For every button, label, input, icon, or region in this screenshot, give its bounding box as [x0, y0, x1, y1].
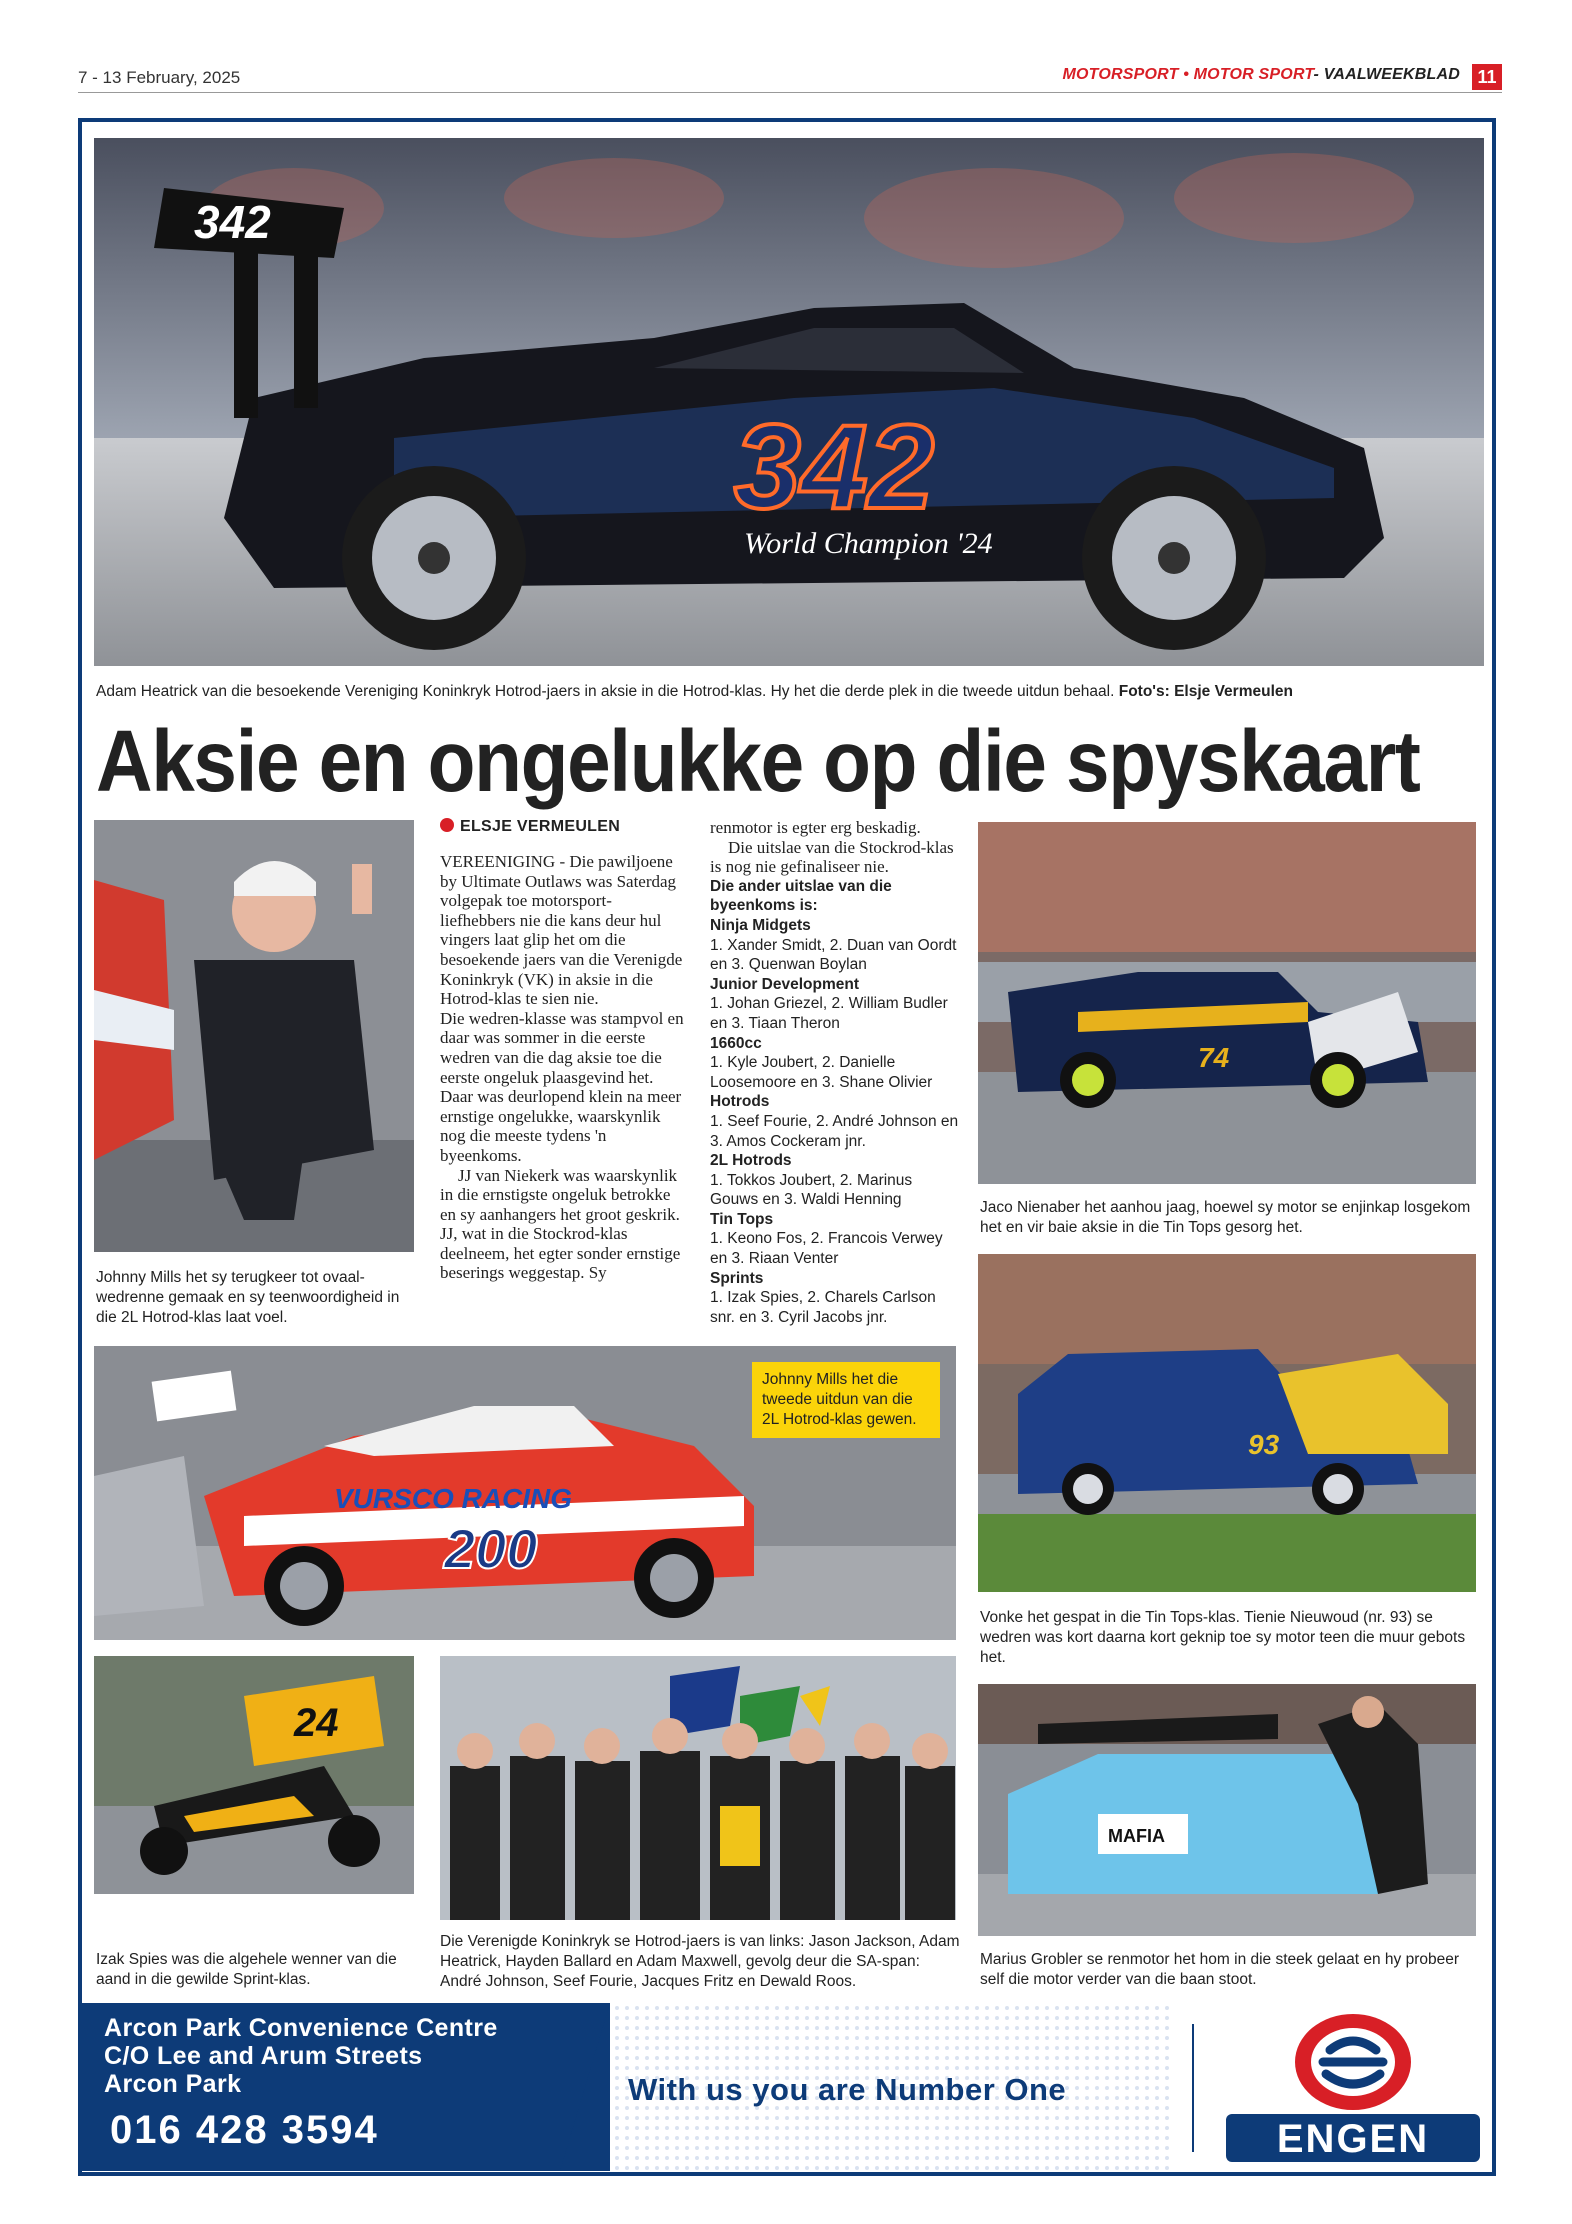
header-rule	[78, 92, 1502, 93]
mills-illustration	[94, 820, 414, 1252]
champion-script: World Champion '24	[744, 527, 993, 560]
car-number-93: 93	[1248, 1429, 1280, 1460]
publication-name: - VAALWEEKBLAD	[1313, 66, 1460, 83]
byline-dot	[440, 818, 454, 832]
page-number: 11	[1472, 64, 1502, 90]
article-paragraph: Die uitslae van die Stockrod-klas is nog nie gefinaliseer nie.	[710, 837, 954, 877]
article-paragraph: JJ van Niekerk was waarskynlik in die ernstigste ongeluk betrokke en sy aanhangers het groot geskrik. JJ, wat in die Stockrod-klas deelneem, het egter sonder ernstige beserings weggestap. Sy	[440, 1165, 681, 1283]
ad-address-line: Arcon Park	[104, 2070, 242, 2098]
result-class: 2L Hotrods	[710, 1152, 792, 1170]
ad-divider	[1192, 2024, 1194, 2152]
team-photo	[440, 1656, 956, 1920]
result-text: 1. Xander Smidt, 2. Duan van Oordt en 3. Quenwan Boylan	[710, 936, 957, 974]
article-paragraph: Die wedren-klasse was stampvol en daar was sommer in die eerste wedren van die dag aksie toe die eerste ongeluk plaasgevind het. Daar was deurlopend klein na meer ernstige ongelukke, waarskynlik nog die meeste tydens 'n byeenkoms.	[440, 1008, 684, 1165]
hero-caption	[96, 682, 1486, 702]
result-text: 1. Johan Griezel, 2. William Budler en 3. Tiaan Theron	[710, 995, 948, 1032]
sprint-photo	[94, 1656, 414, 1894]
ad-address-line: Arcon Park Convenience Centre	[104, 2014, 498, 2042]
byline	[440, 818, 620, 836]
result-class: Junior Development	[710, 975, 859, 993]
section-title	[1062, 66, 1460, 84]
ad-slogan: With us you are Number One	[628, 2072, 1067, 2107]
car-number-24: 24	[294, 1701, 339, 1745]
mills-photo	[94, 820, 414, 1252]
nienaber-caption: Jaco Nienaber het aanhou jaag, hoewel sy motor se enjinkap losgekom het en vir baie aksie in die Tin Tops gesorg het.	[980, 1199, 1471, 1236]
result-class: Hotrods	[710, 1093, 770, 1111]
mills-caption: Johnny Mills het sy terugkeer tot ovaal-wedrenne gemaak en sy teenwoordigheid in die 2L Hotrod-klas laat voel.	[96, 1269, 400, 1326]
car-number-74: 74	[1198, 1042, 1230, 1073]
result-text: 1. Kyle Joubert, 2. Danielle Loosemoore en 3. Shane Olivier	[710, 1054, 933, 1091]
grobler-photo	[978, 1684, 1476, 1936]
team-illustration	[440, 1656, 956, 1920]
vonke-illustration	[978, 1254, 1476, 1592]
article-column-1	[440, 852, 686, 1283]
car-number-200: 200	[444, 1517, 538, 1580]
mafia-sticker: MAFIA	[1108, 1826, 1165, 1846]
sprint-caption: Izak Spies was die algehele wenner van die aand in die gewilde Sprint-klas.	[96, 1951, 397, 1988]
article-paragraph: VEREENIGING - Die pawiljoene by Ultimate Outlaws was Saterdag volgepak toe motorsport-liefhebbers nie die kans deur hul vingers laat glip het om die besoekende jaers van die Verenigde Koninkryk (VK) in aksie in die Hotrod-klas te sien nie.	[440, 852, 683, 1009]
grobler-caption: Marius Grobler se renmotor het hom in die steek gelaat en hy probeer self die motor verder van die baan stoot.	[980, 1951, 1460, 1988]
vonke-photo	[978, 1254, 1476, 1592]
issue-date: 7 - 13 February, 2025	[78, 68, 241, 87]
nienaber-illustration	[978, 822, 1476, 1184]
engen-logo	[1218, 2010, 1488, 2165]
engen-wordmark: ENGEN	[1276, 2117, 1430, 2161]
hero-caption-text: Adam Heatrick van die besoekende Vereniging Koninkryk Hotrod-jaers in aksie in die Hotrod-klas. Hy het die derde plek in die tweede uitdun behaal.	[96, 683, 1115, 700]
article-paragraph: renmotor is egter erg beskadig.	[710, 818, 921, 837]
results-list	[710, 877, 960, 1328]
result-class: Ninja Midgets	[710, 916, 811, 934]
result-text: 1. Seef Fourie, 2. André Johnson en 3. Amos Cockeram jnr.	[710, 1112, 959, 1150]
result-text: 1. Tokkos Joubert, 2. Marinus Gouws en 3. Waldi Henning	[710, 1171, 913, 1209]
hero-photo	[94, 138, 1484, 666]
yellow-callout: Johnny Mills het die tweede uitdun van die 2L Hotrod-klas gewen.	[752, 1362, 940, 1438]
door-number: 342	[734, 400, 935, 534]
result-class: Sprints	[710, 1269, 764, 1287]
grobler-illustration	[978, 1684, 1476, 1936]
ad-address	[104, 2014, 498, 2098]
sponsor-text: VURSCO RACING	[334, 1483, 573, 1514]
results-heading: Die ander uitslae van die byeenkoms is:	[710, 877, 892, 915]
section-label: MOTORSPORT • MOTOR SPORT	[1062, 66, 1314, 83]
ad-phone: 016 428 3594	[110, 2108, 379, 2152]
team-caption: Die Verenigde Koninkryk se Hotrod-jaers is van links: Jason Jackson, Adam Heatrick, Hayden Ballard en Adam Maxwell, gevolg deur die SA-span: André Johnson, Seef Fourie, Jacques Fritz en Dewald Roos.	[440, 1933, 960, 1990]
result-class: Tin Tops	[710, 1210, 774, 1228]
article-column-2	[710, 818, 960, 1327]
wing-number: 342	[194, 196, 271, 248]
hero-car-illustration	[94, 138, 1484, 666]
result-class: 1660cc	[710, 1034, 762, 1052]
nienaber-photo	[978, 822, 1476, 1184]
sprint-illustration	[94, 1656, 414, 1894]
result-text: 1. Izak Spies, 2. Charels Carlson snr. en 3. Cyril Jacobs jnr.	[710, 1289, 936, 1326]
vonke-caption: Vonke het gespat in die Tin Tops-klas. Tienie Nieuwoud (nr. 93) se wedren was kort daarna kort geknip toe sy motor teen die muur gebots het.	[980, 1609, 1466, 1666]
headline: Aksie en ongelukke op die spyskaart	[96, 713, 1420, 810]
ad-address-line: C/O Lee and Arum Streets	[104, 2042, 423, 2070]
result-text: 1. Keono Fos, 2. Francois Verwey en 3. Riaan Venter	[710, 1230, 943, 1268]
byline-name: ELSJE VERMEULEN	[460, 818, 621, 835]
photo-credit: Foto's: Elsje Vermeulen	[1118, 683, 1293, 700]
